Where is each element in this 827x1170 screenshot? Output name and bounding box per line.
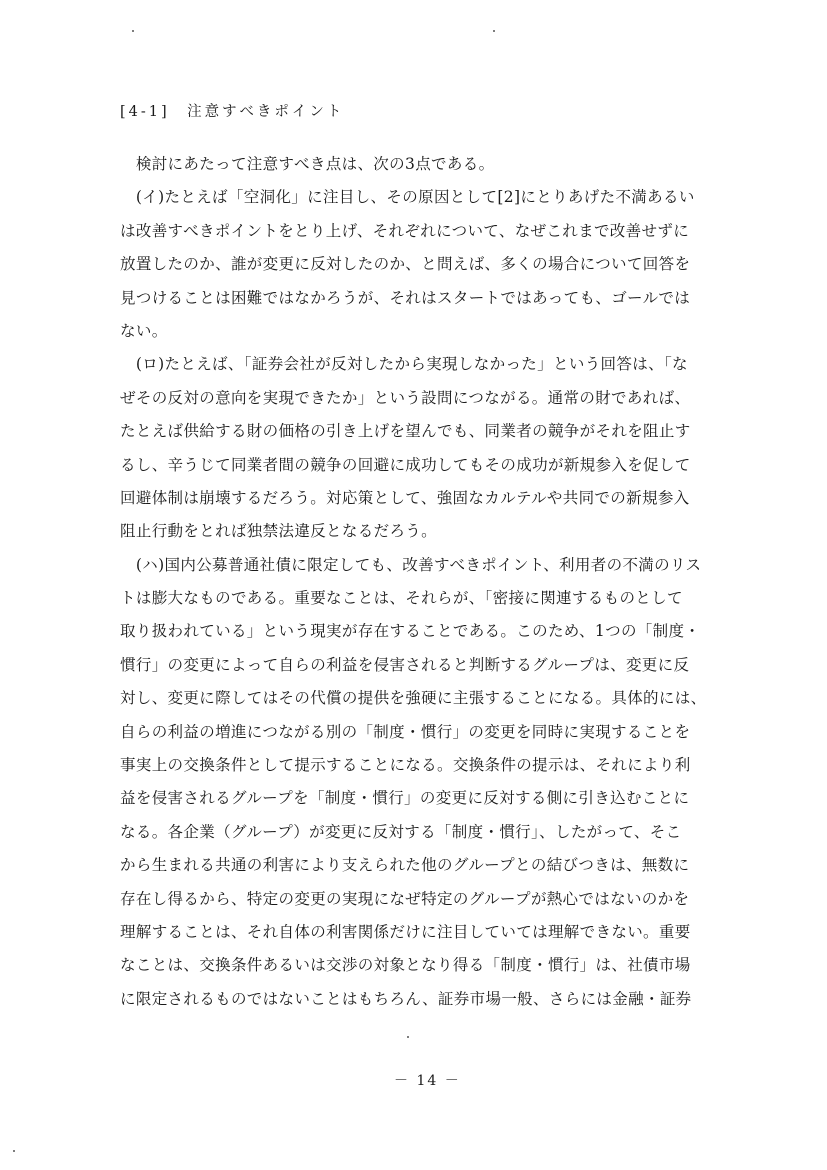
text-line: トは膨大なものである。重要なことは、それらが、「密接に関連するものとして xyxy=(120,589,683,608)
text-line: 理解することは、それ自体の利害関係だけに注目していては理解できない。重要 xyxy=(120,922,691,941)
text-line: 存在し得るから、特定の変更の実現になぜ特定のグループが熱心ではないのかを xyxy=(120,889,690,908)
scan-speck xyxy=(407,1036,409,1038)
scan-speck xyxy=(13,1150,15,1152)
text-line: 回避体制は崩壊するだろう。対応策として、強固なカルテルや共同での新規参入 xyxy=(120,488,690,507)
text-line: 対し、変更に際してはその代償の提供を強硬に主張することになる。具体的には、 xyxy=(120,689,707,708)
text-line: は改善すべきポイントをとり上げ、それぞれについて、なぜこれまで改善せずに xyxy=(120,221,690,240)
text-line: に限定されるものではないことはもちろん、証券市場一般、さらには金融・証券 xyxy=(120,989,692,1008)
text-line: なことは、交換条件あるいは交渉の対象となり得る「制度・慣行」は、社債市場 xyxy=(120,956,691,975)
text-line: 自らの利益の増進につながる別の「制度・慣行」の変更を同時に実現することを xyxy=(120,722,691,741)
body-text xyxy=(120,148,720,1016)
text-line: (イ)たとえば「空洞化」に注目し、その原因として[2]にとりあげた不満あるい xyxy=(120,188,695,207)
text-line: ぜその反対の意向を実現できたか」という設問につながる。通常の財であれば、 xyxy=(120,388,691,407)
text-line: ない。 xyxy=(120,321,168,340)
text-line: (ロ)たとえば、「証券会社が反対したから実現しなかった」という回答は、「な xyxy=(120,355,688,374)
text-line: 検討にあたって注意すべき点は、次の3点である。 xyxy=(120,155,495,173)
page-number: － 14 － xyxy=(394,1073,461,1089)
text-line: 益を侵害されるグループを「制度・慣行」の変更に反対する側に引き込むことに xyxy=(120,789,690,808)
section-heading: [4-1] 注意すべきポイント xyxy=(120,104,345,120)
text-line: るし、辛うじて同業者間の競争の回避に成功してもその成功が新規参入を促して xyxy=(120,455,691,474)
text-line: 取り扱われている」という現実が存在することである。このため、1つの「制度・ xyxy=(120,622,701,641)
scan-speck xyxy=(132,30,134,32)
text-line: 見つけることは困難ではなかろうが、それはスタートではあっても、ゴールでは xyxy=(120,288,691,307)
text-line: 慣行」の変更によって自らの利益を侵害されると判断するグループは、変更に反 xyxy=(120,655,690,674)
text-line: (ハ)国内公募普通社債に限定しても、改善すべきポイント、利用者の不満のリス xyxy=(120,555,702,574)
text-line: たとえば供給する財の価格の引き上げを望んでも、同業者の競争がそれを阻止す xyxy=(120,422,691,441)
text-line: 放置したのか、誰が変更に反対したのか、と問えば、多くの場合について回答を xyxy=(120,255,691,274)
scan-speck xyxy=(493,30,495,32)
text-line: から生まれる共通の利害により支えられた他のグループとの結びつきは、無数に xyxy=(120,856,690,875)
text-line: 事実上の交換条件として提示することになる。交換条件の提示は、それにより利 xyxy=(120,756,691,775)
text-line: なる。各企業（グループ）が変更に反対する「制度・慣行」、したがって、そこ xyxy=(120,822,682,841)
text-line: 阻止行動をとれば独禁法違反となるだろう。 xyxy=(120,522,438,541)
